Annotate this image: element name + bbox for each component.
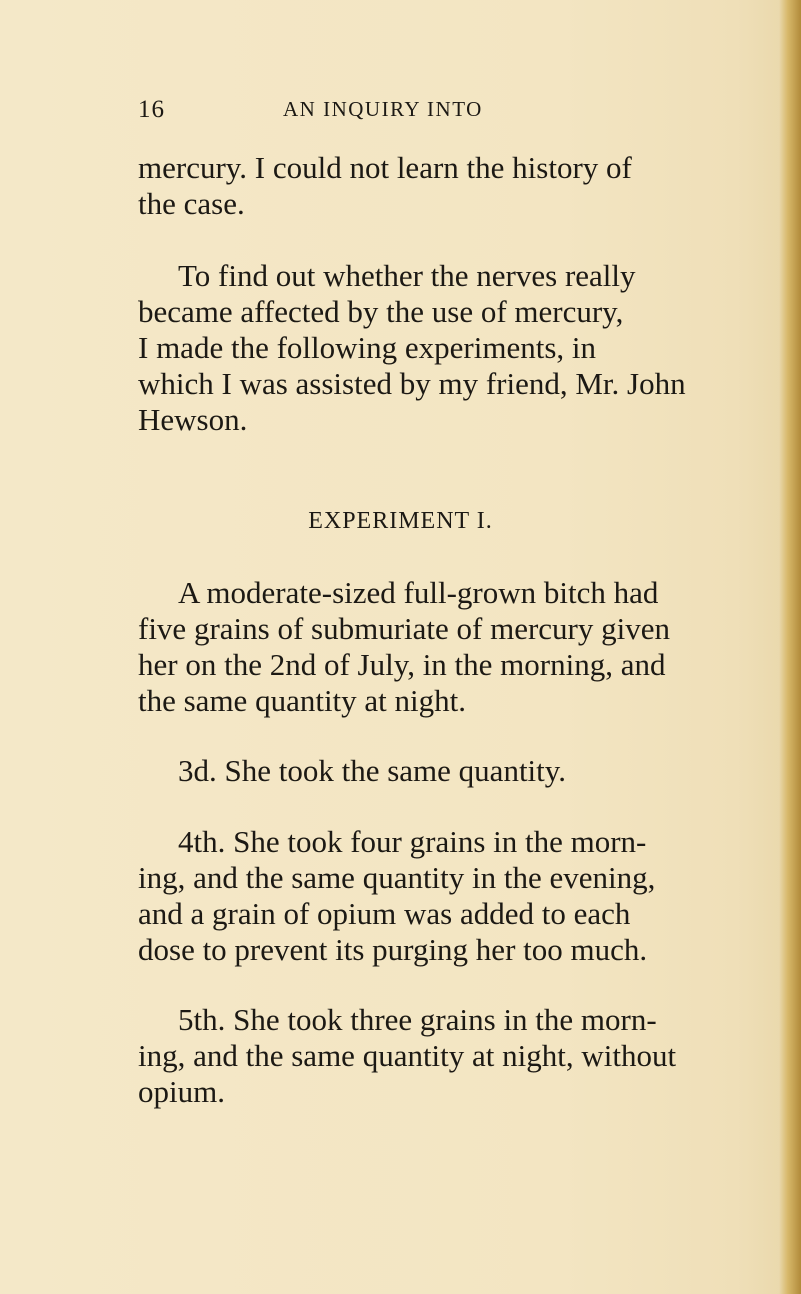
text-line: mercury. I could not learn the history of — [138, 150, 632, 185]
text-line: opium. — [138, 1074, 225, 1109]
text-line: 5th. She took three grains in the morn- — [178, 1002, 657, 1037]
text-line: A moderate-sized full-grown bitch had — [178, 575, 659, 610]
text-line: Hewson. — [138, 402, 248, 437]
text-line: which I was assisted by my friend, Mr. John — [138, 366, 686, 401]
text-line: 3d. She took the same quantity. — [178, 753, 567, 788]
running-head — [0, 96, 801, 126]
paragraph-4 — [138, 753, 712, 789]
experiment-heading: EXPERIMENT I. — [308, 508, 493, 534]
text-line: became affected by the use of mercury, — [138, 294, 624, 329]
paragraph-5 — [138, 824, 712, 968]
text-line: the case. — [138, 186, 245, 221]
running-title: AN INQUIRY INTO — [283, 97, 483, 121]
text-line: ing, and the same quantity in the evening, — [138, 860, 656, 895]
text-line: ing, and the same quantity at night, without — [138, 1038, 677, 1073]
text-line: five grains of submuriate of mercury given — [138, 611, 670, 646]
text-line: dose to prevent its purging her too much. — [138, 932, 648, 967]
paragraph-3 — [138, 575, 712, 719]
paragraph-1 — [138, 150, 712, 222]
text-line: I made the following experiments, in — [138, 330, 596, 365]
text-line: the same quantity at night. — [138, 683, 467, 718]
text-line: her on the 2nd of July, in the morning, and — [138, 647, 666, 682]
paragraph-2 — [138, 258, 712, 438]
page-edge-shadow — [779, 0, 801, 1294]
page-number: 16 — [138, 96, 165, 123]
text-line: 4th. She took four grains in the morn- — [178, 824, 647, 859]
text-line: and a grain of opium was added to each — [138, 896, 631, 931]
text-line: To find out whether the nerves really — [178, 258, 636, 293]
paragraph-6 — [138, 1002, 712, 1110]
